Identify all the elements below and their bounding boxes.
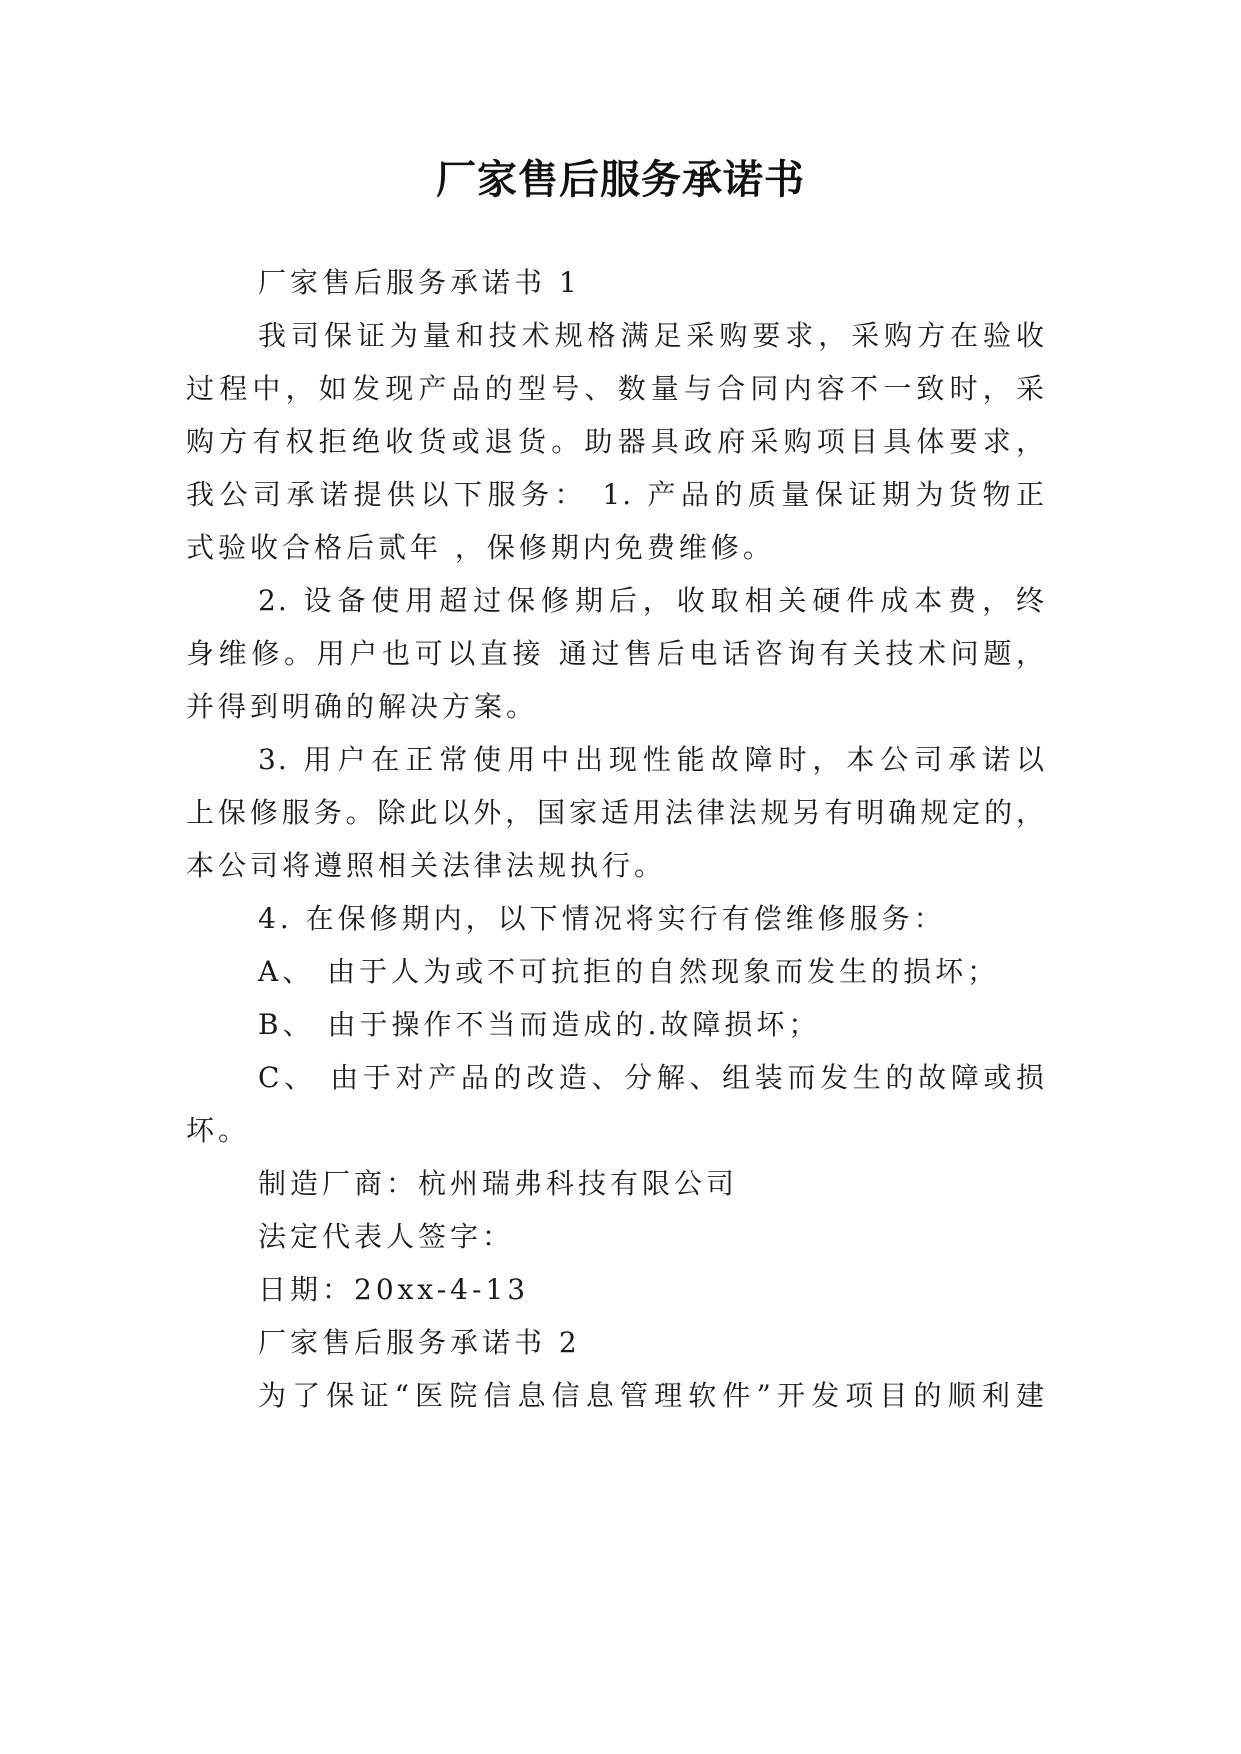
paragraph-line: 4. 在保修期内，以下情况将实行有偿维修服务： <box>258 902 946 935</box>
paragraph-line: 我司保证为量和技术规格满足采购要求，采购方在验收 <box>258 319 1046 352</box>
paragraph-line: 本公司将遵照相关法律法规执行。 <box>186 849 667 882</box>
paragraph-line: 3. 用户在正常使用中出现性能故障时，本公司承诺以 <box>258 743 1046 776</box>
manufacturer-line: 制造厂商：杭州瑞弗科技有限公司 <box>258 1167 739 1200</box>
section-heading-1: 厂家售后服务承诺书 1 <box>258 266 581 299</box>
paragraph-line: 上保修服务。除此以外，国家适用法律法规另有明确规定的， <box>186 796 1046 829</box>
paragraph-line: 为了保证“医院信息信息管理软件”开发项目的顺利建 <box>258 1379 1046 1412</box>
paragraph-line: 身维修。用户也可以直接 通过售后电话咨询有关技术问题， <box>186 637 1046 670</box>
paragraph-line: 购方有权拒绝收货或退货。助器具政府采购项目具体要求， <box>186 425 1046 458</box>
list-item: A、 由于人为或不可抗拒的自然现象而发生的损坏； <box>258 955 1000 988</box>
paragraph-line: 我公司承诺提供以下服务： 1. 产品的质量保证期为货物正 <box>186 478 1046 511</box>
paragraph-line: 并得到明确的解决方案。 <box>186 690 539 723</box>
date-line: 日期：20xx-4-13 <box>258 1273 530 1306</box>
section-heading-2: 厂家售后服务承诺书 2 <box>258 1326 581 1359</box>
list-item: B、 由于操作不当而造成的.故障损坏； <box>258 1008 821 1041</box>
paragraph-line: 式验收合格后贰年 ，保修期内免费维修。 <box>186 531 775 564</box>
signature-line: 法定代表人签字： <box>258 1220 515 1253</box>
list-item: C、 由于对产品的改造、分解、组装而发生的故障或损 <box>258 1061 1046 1094</box>
paragraph-line: 过程中，如发现产品的型号、数量与合同内容不一致时，采 <box>186 372 1046 405</box>
paragraph-line: 2. 设备使用超过保修期后，收取相关硬件成本费，终 <box>258 584 1046 617</box>
document-title: 厂家售后服务承诺书 <box>436 157 805 203</box>
paragraph-line: 坏。 <box>186 1114 251 1147</box>
